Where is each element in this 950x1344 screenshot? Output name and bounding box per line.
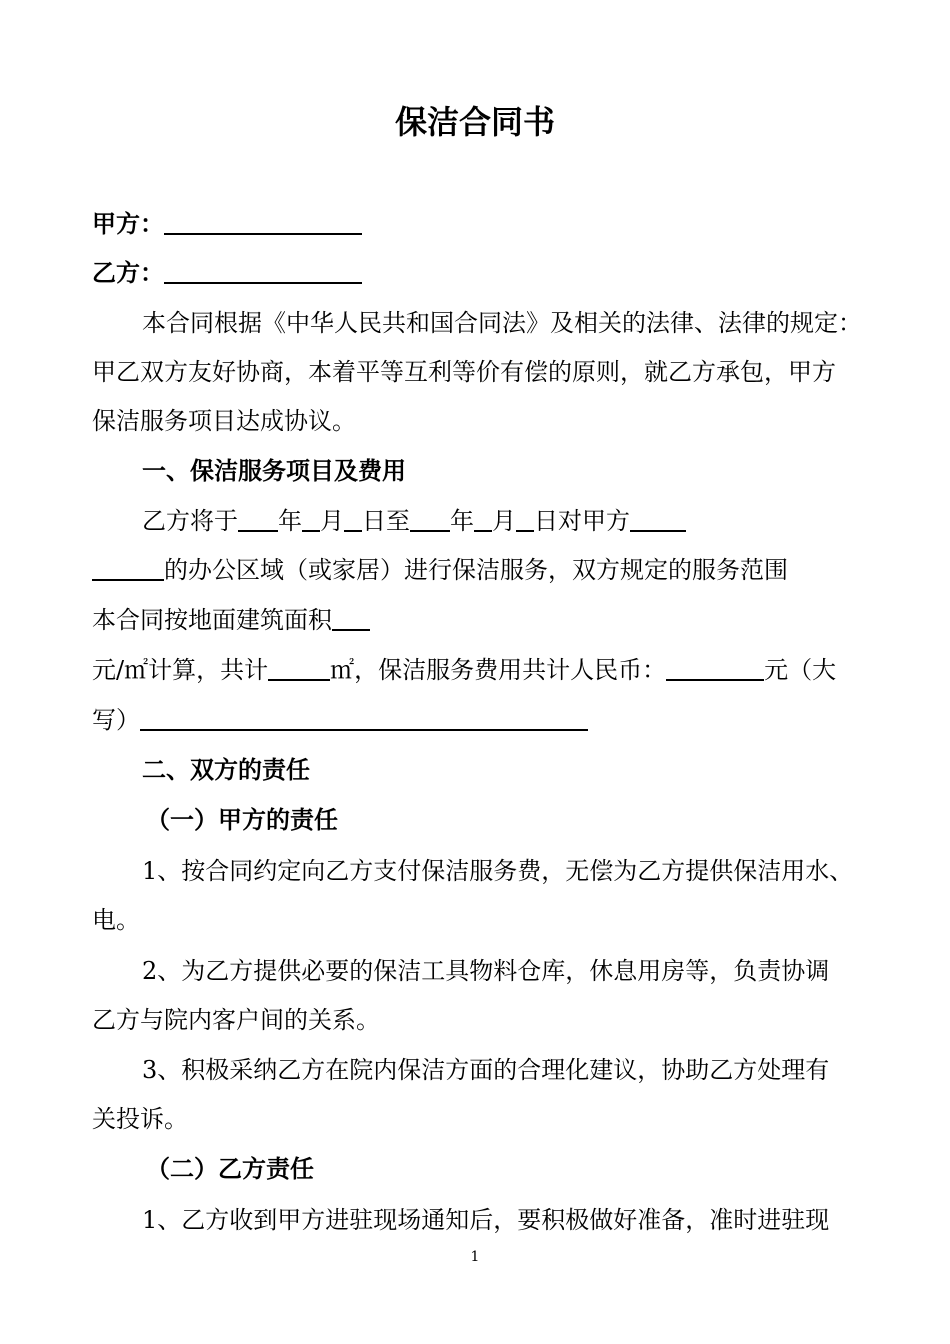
intro-line-2: 甲乙双方友好协商，本着平等互利等价有偿的原则，就乙方承包，甲方 xyxy=(92,358,836,386)
start-day-blank xyxy=(344,506,362,532)
site-name-blank xyxy=(92,555,164,581)
end-year-blank xyxy=(410,506,450,532)
party-b-duty-1: 1、乙方收到甲方进驻现场通知后，要积极做好准备，准时进驻现 xyxy=(142,1206,830,1234)
section1-heading: 一、保洁服务项目及费用 xyxy=(142,457,406,485)
party-a-line xyxy=(92,207,872,241)
start-month-blank xyxy=(302,506,320,532)
party-b-label: 乙方： xyxy=(92,259,164,287)
intro-line-3: 保洁服务项目达成协议。 xyxy=(92,407,356,435)
party-a-duty-3: 3、积极采纳乙方在院内保洁方面的合理化建议，协助乙方处理有 xyxy=(142,1056,830,1084)
page-number: 1 xyxy=(470,1249,480,1265)
area-rate-blank xyxy=(332,605,370,631)
party-a-duty-2: 2、为乙方提供必要的保洁工具物料仓库，休息用房等，负责协调 xyxy=(142,957,830,985)
party-a-duty-2-cont: 乙方与院内客户间的关系。 xyxy=(92,1006,380,1034)
total-area-blank xyxy=(268,655,330,681)
fee-amount-blank xyxy=(666,655,764,681)
section1-line-5: 写） xyxy=(92,703,872,737)
section1-line-2: 的办公区域（或家居）进行保洁服务，双方规定的服务范围 xyxy=(92,553,872,587)
party-a-duty-3-cont: 关投诉。 xyxy=(92,1105,188,1133)
end-month-blank xyxy=(474,506,492,532)
party-a-duties-heading: （一）甲方的责任 xyxy=(146,806,338,834)
section2-heading: 二、双方的责任 xyxy=(142,756,310,784)
party-b-blank xyxy=(164,258,362,284)
intro-line-1: 本合同根据《中华人民共和国合同法》及相关的法律、法律的规定： xyxy=(142,309,862,337)
section1-line-4: 元/㎡计算，共计 ㎡，保洁服务费用共计人民币： 元（大 xyxy=(92,656,837,684)
party-a-label: 甲方： xyxy=(92,210,164,238)
party-a-site-blank xyxy=(630,506,686,532)
party-a-duty-1-cont: 电。 xyxy=(92,906,140,934)
start-year-blank xyxy=(238,506,278,532)
party-a-blank xyxy=(164,209,362,235)
section1-line-3: 本合同按地面建筑面积 xyxy=(92,603,872,637)
document-title: 保洁合同书 xyxy=(394,103,555,141)
section1-line-1: 乙方将于 年 月 日至 年 月 日对甲方 xyxy=(142,504,922,538)
end-day-blank xyxy=(516,506,534,532)
fee-in-words-blank xyxy=(140,705,588,731)
party-b-duties-heading: （二）乙方责任 xyxy=(146,1155,314,1183)
party-a-duty-1: 1、按合同约定向乙方支付保洁服务费，无偿为乙方提供保洁用水、 xyxy=(142,857,854,885)
party-b-line xyxy=(92,256,872,290)
